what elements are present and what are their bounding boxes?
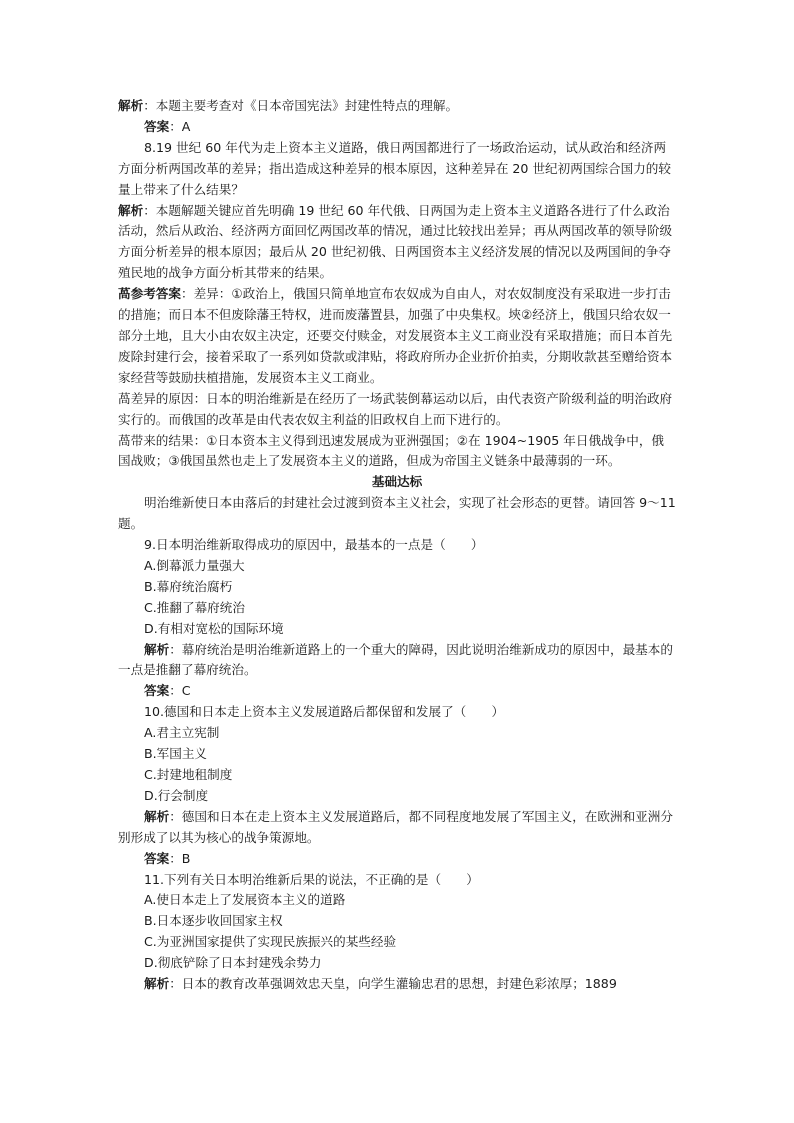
q11-question: 11.下列有关日本明治维新后果的说法，不正确的是（ ）	[144, 871, 479, 887]
q9-question: 9.日本明治维新取得成功的原因中，最基本的一点是（ ）	[144, 537, 484, 553]
q10-option-b: B.军国主义	[144, 746, 208, 762]
answer-label: 答案	[144, 850, 170, 866]
q8-explanation	[118, 201, 676, 285]
reference-text: ：差异：①政治上，俄国只简单地宣布农奴成为自由人，对农奴制度没有采取进一步打击的措施；而日本不但废除藩王特权，进而废藩置县，加强了中央集权。埉②经济上，俄国只给农奴一部分土地，且大小由农奴主决定，还要交付赎金，对发展资本主义工商业没有采取措施；而日本首先废除封建行会，接着采取了一系列如贷款或津贴，将政府所办企业折价拍卖，分期收款甚至赠给资本家经营等鼓励扶植措施，发展资本主义工商业。	[118, 286, 673, 385]
answer-label: 答案	[144, 118, 170, 134]
explanation-text: ：本题解题关键应首先明确 19 世纪 60 年代俄、日两国为走上资本主义道路各进行了什么政治活动，然后从政治、经济两方面回忆两国改革的情况，通过比较找出差异；再从两国改革的领导阶级方面分析差异的根本原因；最后从 20 世纪初俄、日两国资本主义经济发展的情况以及两国间的争夺殖民地的战争方面分析其带来的结果。	[118, 202, 673, 281]
q9-option-c: C.推翻了幕府统治	[144, 599, 245, 615]
q7-explanation	[118, 96, 676, 117]
reference-label: 参考答案	[130, 286, 181, 302]
explanation-label: 解析	[144, 976, 170, 992]
q9-option-a: A.倒幕派力量强大	[144, 557, 245, 573]
explanation-text: ：幕府统治是明治维新道路上的一个重大的障碍，因此说明治维新成功的原因中，最基本的一点是推翻了幕府统治。	[118, 641, 673, 678]
explanation-label: 解析	[118, 98, 144, 113]
q10-option-d: D.行会制度	[144, 787, 209, 803]
q11-option-a: A.使日本走上了发展资本主义的道路	[144, 892, 346, 908]
explanation-label: 解析	[118, 202, 144, 218]
explanation-text: ：德国和日本在走上资本主义发展道路后，都不同程度地发展了军国主义，在欧洲和亚洲分别形成了以其为核心的战争策源地。	[118, 808, 673, 845]
explanation-label: 解析	[144, 808, 170, 824]
q11-option-d: D.彻底铲除了日本封建残余势力	[144, 955, 322, 971]
q8-question: 8.19 世纪 60 年代为走上资本主义道路，俄日两国都进行了一场政治运动，试从政治和经济两方面分析两国改革的差异；指出造成这种差异的根本原因，这种差异在 20 世纪初两国综合国力的较量上带来了什么结果？	[118, 139, 671, 197]
document-content	[118, 96, 676, 995]
q9-option-b: B.幕府统治腐朽	[144, 578, 233, 594]
answer-text: ：B	[169, 850, 191, 866]
explanation-label: 解析	[144, 641, 170, 657]
q8-result: 萵带来的结果：①日本资本主义得到迅速发展成为亚洲强国；②在 1904~1905 年日俄战争中，俄国战败；③俄国虽然也走上了发展资本主义的道路，但成为帝国主义链条中最薄弱的一环。	[118, 432, 665, 469]
q8-reference-answer	[118, 284, 676, 389]
explanation-text: ：日本的教育改革强调效忠天皇，向学生灌输忠君的思想，封建色彩浓厚；1889	[169, 976, 617, 992]
section-title: 基础达标	[371, 474, 423, 490]
q10-option-c: C.封建地租制度	[144, 767, 233, 782]
q11-option-b: B.日本逐步收回国家主权	[144, 913, 283, 929]
q9-answer	[118, 681, 676, 702]
explanation-text: ：本题主要考查对《日本帝国宪法》封建性特点的理解。	[143, 98, 459, 113]
answer-text: ：C	[169, 683, 191, 699]
q10-question: 10.德国和日本走上资本主义发展道路后都保留和发展了（ ）	[144, 704, 505, 720]
answer-text: ：A	[169, 118, 191, 134]
reference-prefix: 萵	[118, 286, 131, 302]
q10-option-a: A.君主立宪制	[144, 725, 220, 741]
q11-explanation	[118, 974, 676, 995]
q10-answer	[118, 849, 676, 870]
q7-answer	[118, 117, 676, 138]
q11-option-c: C.为亚洲国家提供了实现民族振兴的某些经验	[144, 934, 397, 950]
section-intro: 明治维新使日本由落后的封建社会过渡到资本主义社会，实现了社会形态的更替。请回答 9～11 题。	[118, 495, 676, 532]
q9-option-d: D.有相对宽松的国际环境	[144, 620, 284, 636]
answer-label: 答案	[144, 683, 170, 699]
q10-explanation	[118, 807, 676, 849]
q8-cause: 萵差异的原因：日本的明治维新是在经历了一场武装倒幕运动以后，由代表资产阶级利益的明治政府实行的。而俄国的改革是由代表农奴主利益的旧政权自上而下进行的。	[118, 390, 673, 427]
q9-explanation	[118, 640, 676, 682]
